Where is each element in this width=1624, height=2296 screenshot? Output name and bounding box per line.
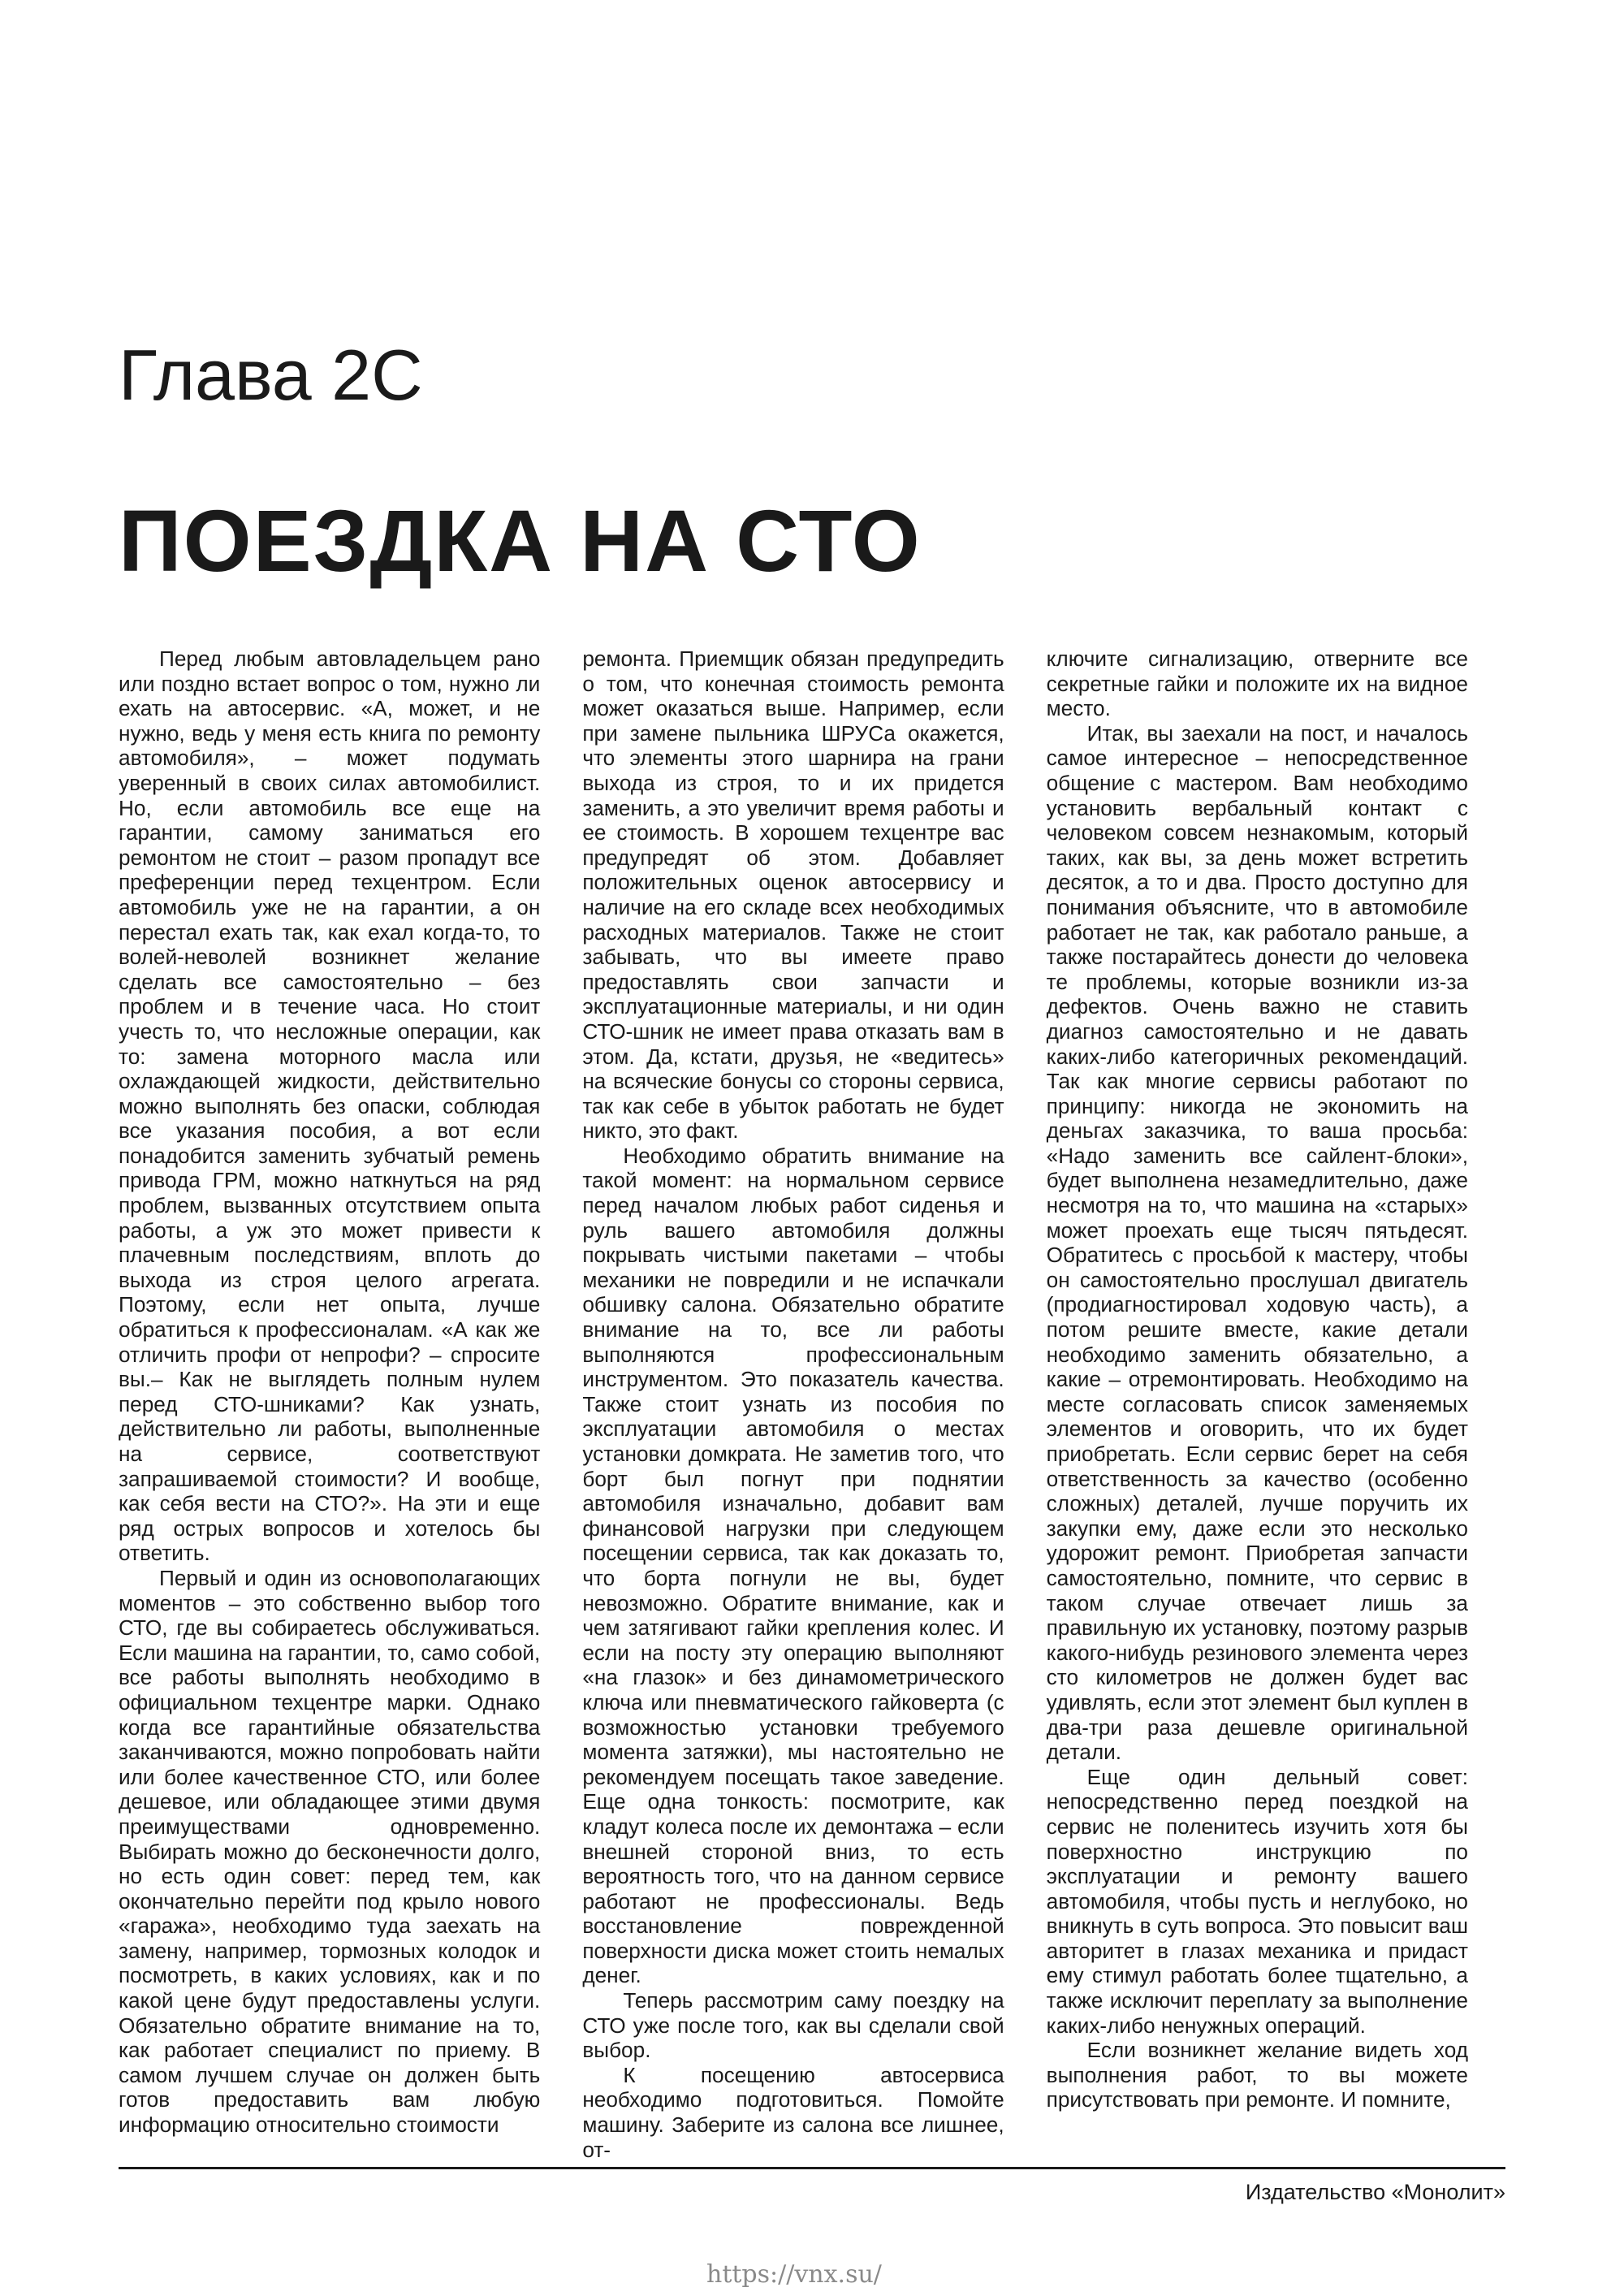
text-column-3 (1047, 646, 1468, 2125)
publisher-label: Издательство «Монолит» (1245, 2180, 1505, 2204)
paragraph: Итак, вы заехали на пост, и началось самое интересное – непосредственное общение с мастером. Вам необходимо установить вербальный контакт с человеком совсем незнакомым, который таких, как вы, за день может встретить десяток, а то и два. Просто доступно для понимания объясните, что в автомобиле работает не так, как работало раньше, а также постарайтесь донести до человека те проблемы, которые возникли из-за дефектов. Очень важно не ставить диагноз самостоятельно и не давать каких-либо категоричных рекомендаций. Так как многие сервисы работают по принципу: никогда не экономить на деньгах заказчика, то ваша просьба: «Надо заменить все сайлент-блоки», будет выполнена незамедлительно, даже несмотря на то, что машина на «старых» может проехать еще тысяч пятьдесят. Обратитесь с просьбой к мастеру, чтобы он самостоятельно прослушал двигатель (продиагностировал ходовую часть), а потом решите вместе, какие детали необходимо заменить обязательно, а какие – отремонтировать. Необходимо на месте согласовать список заменяемых элементов и оговорить, что их будет приобретать. Если сервис берет на себя ответственность за качество (особенно сложных) деталей, лучше поручить их закупки ему, даже если это несколько удорожит ремонт. Приобретая запчасти самостоятельно, помните, что сервис в таком случае отвечает лишь за правильную их установку, поэтому разрыв какого-нибудь резинового элемента через сто километров не должен будет вас удивлять, если этот элемент был куплен в два-три раза дешевле оригинальной детали. (1046, 720, 1468, 1765)
paragraph: Если возникнет желание видеть ход выполнения работ, то вы можете присутствовать при ремонте. И помните, (1046, 2038, 1468, 2112)
paragraph: ремонта. Приемщик обязан предупредить о том, что конечная стоимость ремонта может оказаться выше. Например, если при замене пыльника ШРУСа окажется, что элементы этого шарнира на грани выхода из строя, то и их придется заменить, а это увеличит время работы и ее стоимость. В хорошем техцентре вас предупредят об этом. Добавляет положительных оценок автосервису и наличие на его складе всех необходимых расходных материалов. Также не стоит забывать, что вы имеете право предоставлять свои запчасти и эксплуатационные материалы, и ни один СТО-шник не имеет права отказать вам в этом. Да, кстати, друзья, не «ведитесь» на всяческие бонусы со стороны сервиса, так как себе в убыток работать не будет никто, это факт. (582, 646, 1004, 1144)
paragraph: Перед любым автовладельцем рано или поздно встает вопрос о том, нужно ли ехать на автосервис. «А, может, и не нужно, ведь у меня есть книга по ремонту автомобиля», – может подумать уверенный в своих силах автомобилист. Но, если автомобиль все еще на гарантии, самому заниматься его ремонтом не стоит – разом пропадут все преференции перед техцентром. Если автомобиль уже не на гарантии, а он перестал ехать так, как ехал когда-то, то волей-неволей возникнет желание сделать все самостоятельно – без проблем и в течение часа. Но стоит учесть то, что несложные операции, как то: замена моторного масла или охлаждающей жидкости, действительно можно выполнять без опаски, соблюдая все указания пособия, а вот если понадобится заменить зубчатый ремень привода ГРМ, можно наткнуться на ряд проблем, вызванных отсутствием опыта работы, а уж это может привести к плачевным последствиям, вплоть до выхода из строя целого агрегата. Поэтому, если нет опыта, лучше обратиться к профессионалам. «А как же отличить профи от непрофи? – спросите вы.– Как не выглядеть полным нулем перед СТО-шниками? Как узнать, действительно ли работы, выполненные на сервисе, соответствуют запрашиваемой стоимости? И вообще, как себя вести на СТО?». На эти и еще ряд острых вопросов и хотелось бы ответить. (119, 646, 541, 1566)
footer-divider (119, 2167, 1505, 2169)
chapter-label: Глава 2С (119, 335, 423, 415)
article-body (119, 646, 1468, 2162)
paragraph: Теперь рассмотрим саму поездку на СТО уже после того, как вы сделали свой выбор. (582, 1988, 1004, 2063)
paragraph: К посещению автосервиса необходимо подготовиться. Помойте машину. Заберите из салона все лишнее, от- (582, 2062, 1004, 2162)
text-column-1 (119, 646, 541, 2138)
paragraph: Необходимо обратить внимание на такой момент: на нормальном сервисе перед началом любых работ сиденья и руль вашего автомобиля должны покрывать чистыми пакетами – чтобы механики не повредили и не испачкали обшивку салона. Обязательно обратите внимание на то, все ли работы выполняются профессиональным инструментом. Это показатель качества. Также стоит узнать из пособия по эксплуатации автомобиля о местах установки домкрата. Не заметив того, что борт был погнут при поднятии автомобиля изначально, добавит вам финансовой нагрузки при следующем посещении сервиса, так как доказать то, что борта погнули не вы, будет невозможно. Обратите внимание, как и чем затягивают гайки крепления колес. И если на посту эту операцию выполняют «на глазок» и без динамометрического ключа или пневматического гайковерта (с возможностью установки требуемого момента затяжки), мы настоятельно не рекомендуем посещать такое заведение. Еще одна тонкость: посмотрите, как кладут колеса после их демонтажа – если внешней стороной вниз, то есть вероятность того, что на данном сервисе работают не профессионалы. Ведь восстановление поврежденной поверхности диска может стоить немалых денег. (582, 1143, 1004, 1988)
paragraph: ключите сигнализацию, отверните все секретные гайки и положите их на видное место. (1046, 646, 1468, 721)
paragraph: Еще один дельный совет: непосредственно перед поездкой на сервис не поленитесь изучить хотя бы поверхностно инструкцию по эксплуатации и ремонту вашего автомобиля, чтобы пусть и неглубоко, но вникнуть в суть вопроса. Это повысит ваш авторитет в глазах механика и придаст ему стимул работать более тщательно, а также исключит переплату за выполнение каких-либо ненужных операций. (1046, 1764, 1468, 2038)
page-title: ПОЕЗДКА НА СТО (119, 491, 922, 590)
watermark-link[interactable]: https://vnx.su/ (706, 2260, 882, 2289)
paragraph: Первый и один из основополагающих моментов – это собственно выбор того СТО, где вы собираетесь обслуживаться. Если машина на гарантии, то, само собой, все работы выполнять необходимо в официальном техцентре марки. Однако когда все гарантийные обязательства заканчиваются, можно попробовать найти или более качественное СТО, или более дешевое, или обладающее этими двумя преимуществами одновременно. Выбирать можно до бесконечности долго, но есть один совет: перед тем, как окончательно перейти под крыло нового «гаража», необходимо туда заехать на замену, например, тормозных колодок и посмотреть, в каких условиях, как и по какой цене будут предоставлены услуги. Обязательно обратите внимание на то, как работает специалист по приему. В самом лучшем случае он должен быть готов предоставить вам любую информацию относительно стоимости (119, 1565, 541, 2138)
text-column-2 (582, 646, 1004, 2162)
